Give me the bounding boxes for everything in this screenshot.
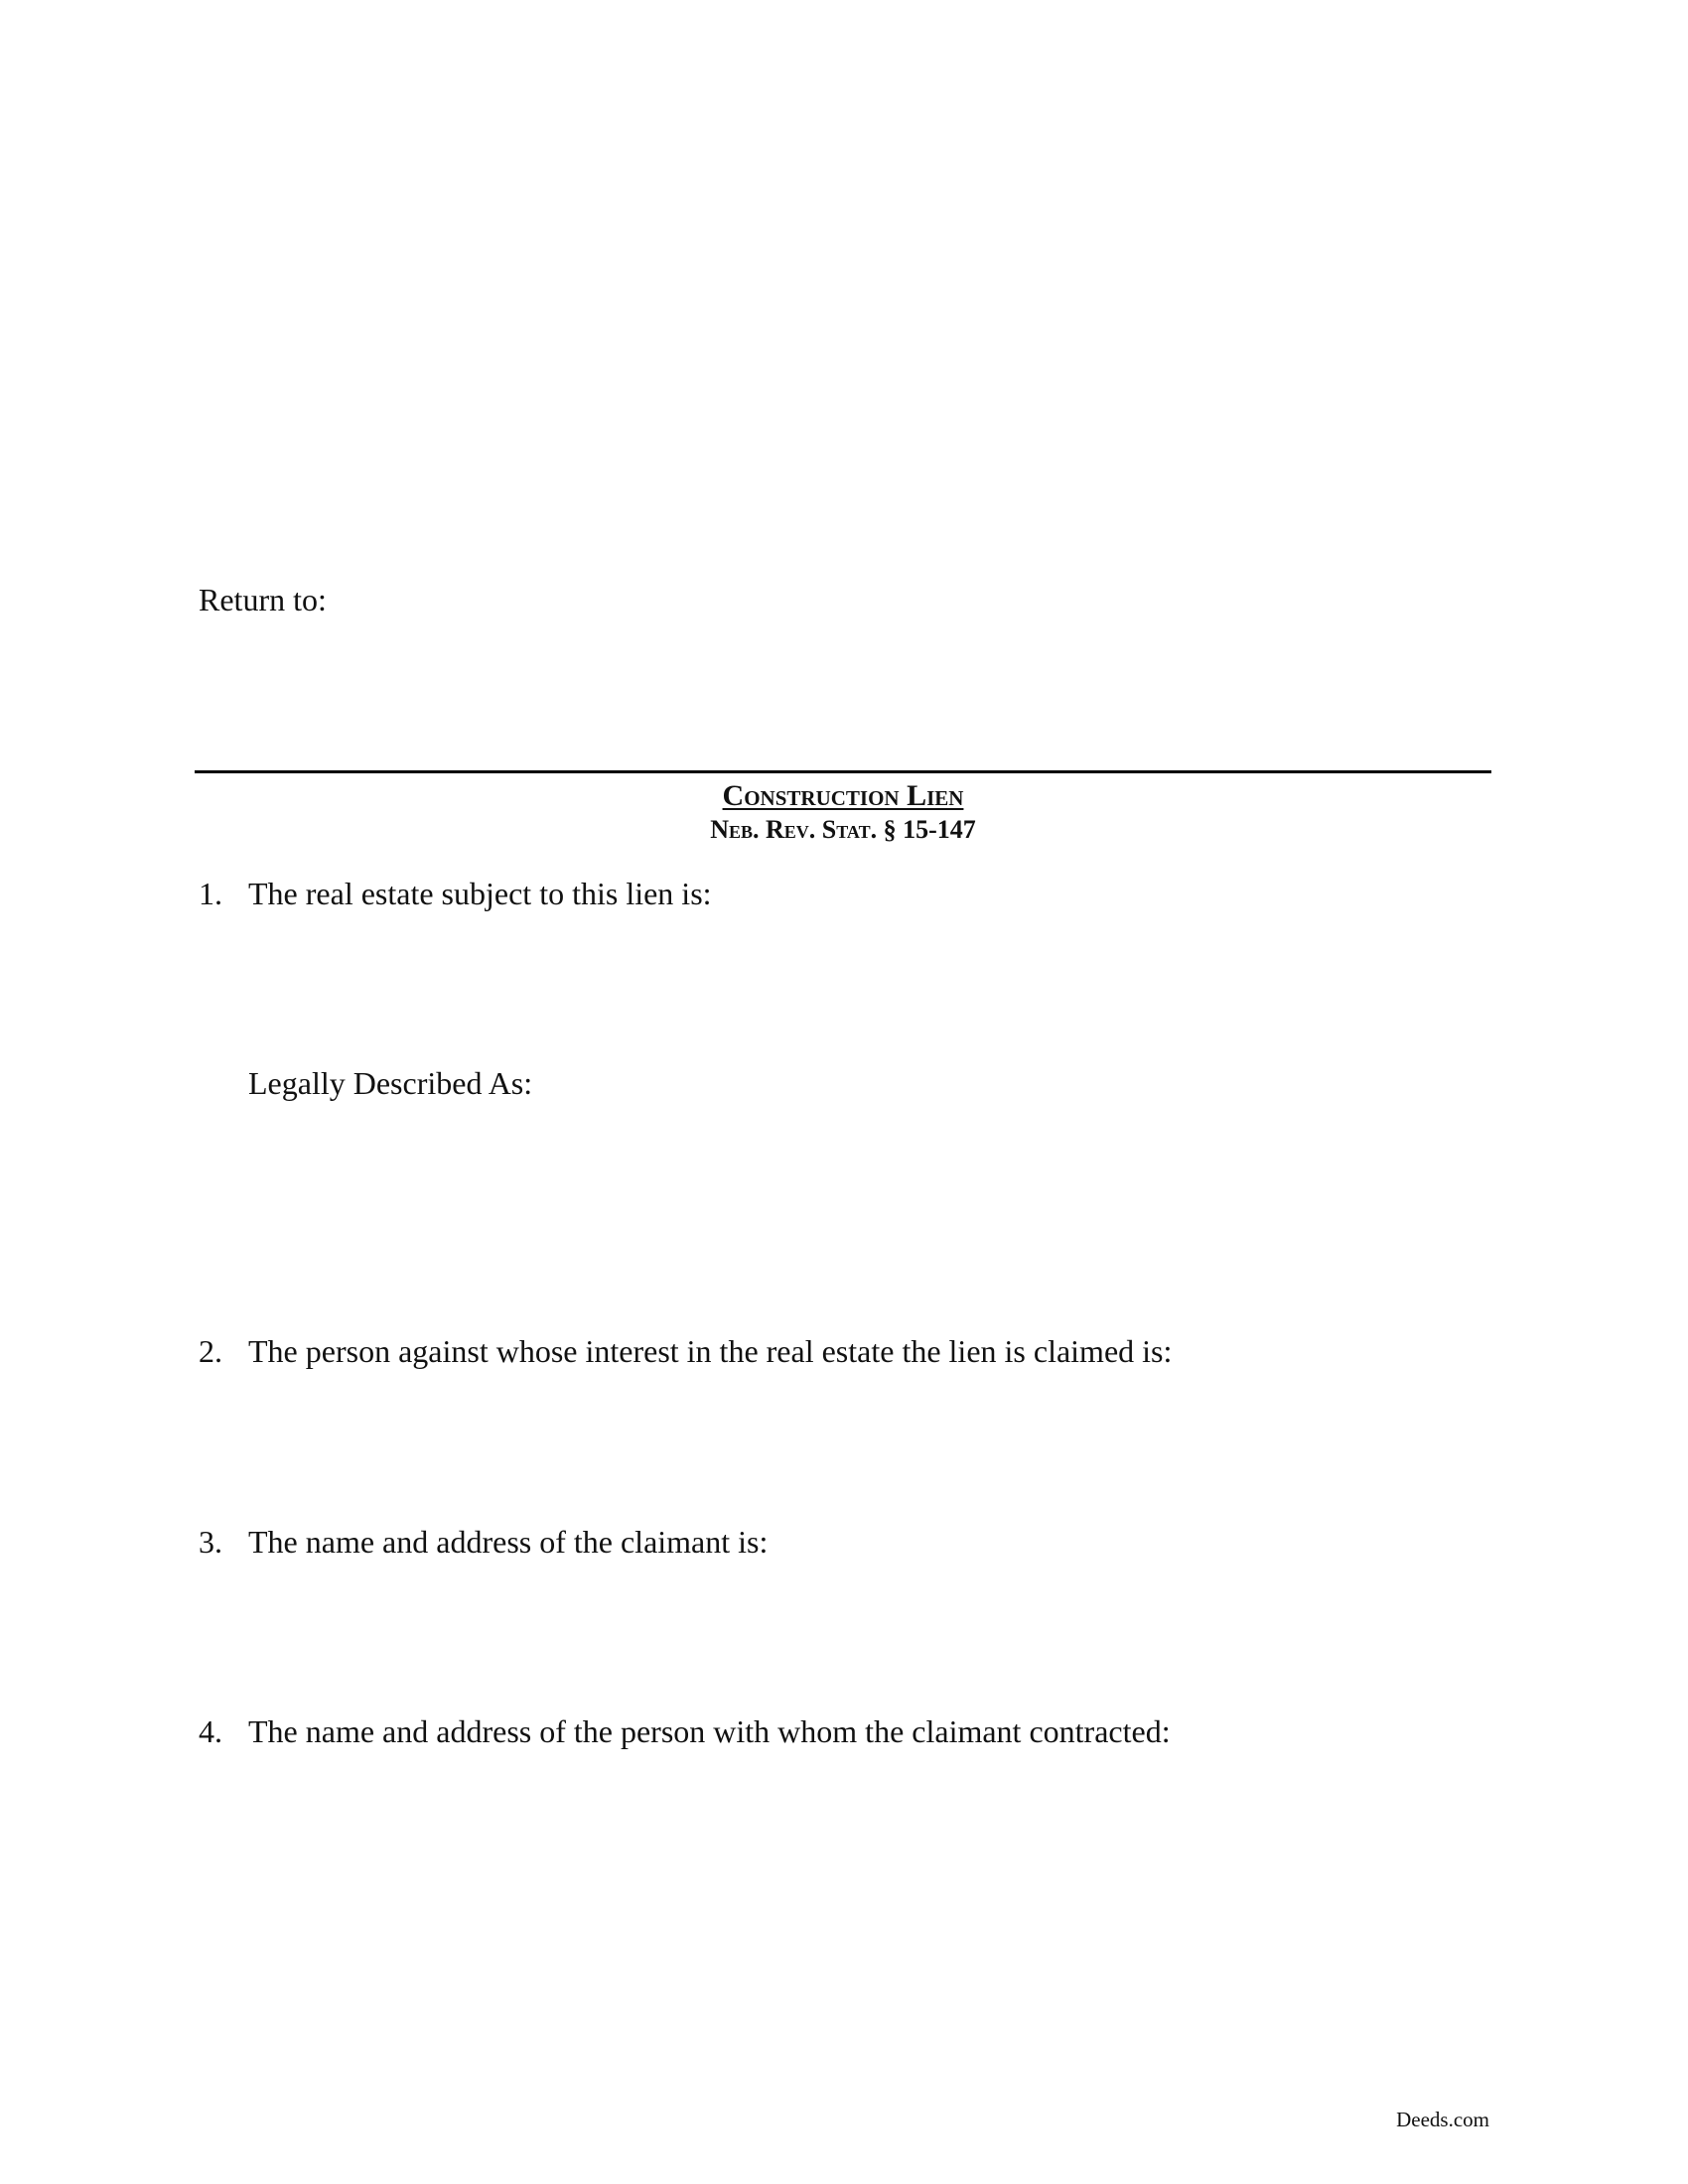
item-number-2: 2.	[199, 1333, 222, 1369]
document-title: Construction Lien	[722, 779, 964, 812]
item-text-3: The name and address of the claimant is:	[248, 1524, 769, 1560]
item-number-3: 3.	[199, 1524, 222, 1560]
item-text-4: The name and address of the person with whom the claimant contracted:	[248, 1713, 1171, 1749]
item-number-1: 1.	[199, 876, 222, 911]
item-text-1: The real estate subject to this lien is:	[248, 876, 712, 911]
legally-described-label: Legally Described As:	[248, 1065, 533, 1101]
item-number-4: 4.	[199, 1713, 222, 1749]
title-block	[195, 778, 1491, 846]
statute-citation: Neb. Rev. Stat. § 15-147	[710, 815, 976, 844]
return-to-label: Return to:	[199, 582, 327, 617]
header-divider	[195, 770, 1491, 773]
item-text-2: The person against whose interest in the real estate the lien is claimed is:	[248, 1333, 1173, 1369]
footer-watermark: Deeds.com	[1396, 2108, 1489, 2131]
